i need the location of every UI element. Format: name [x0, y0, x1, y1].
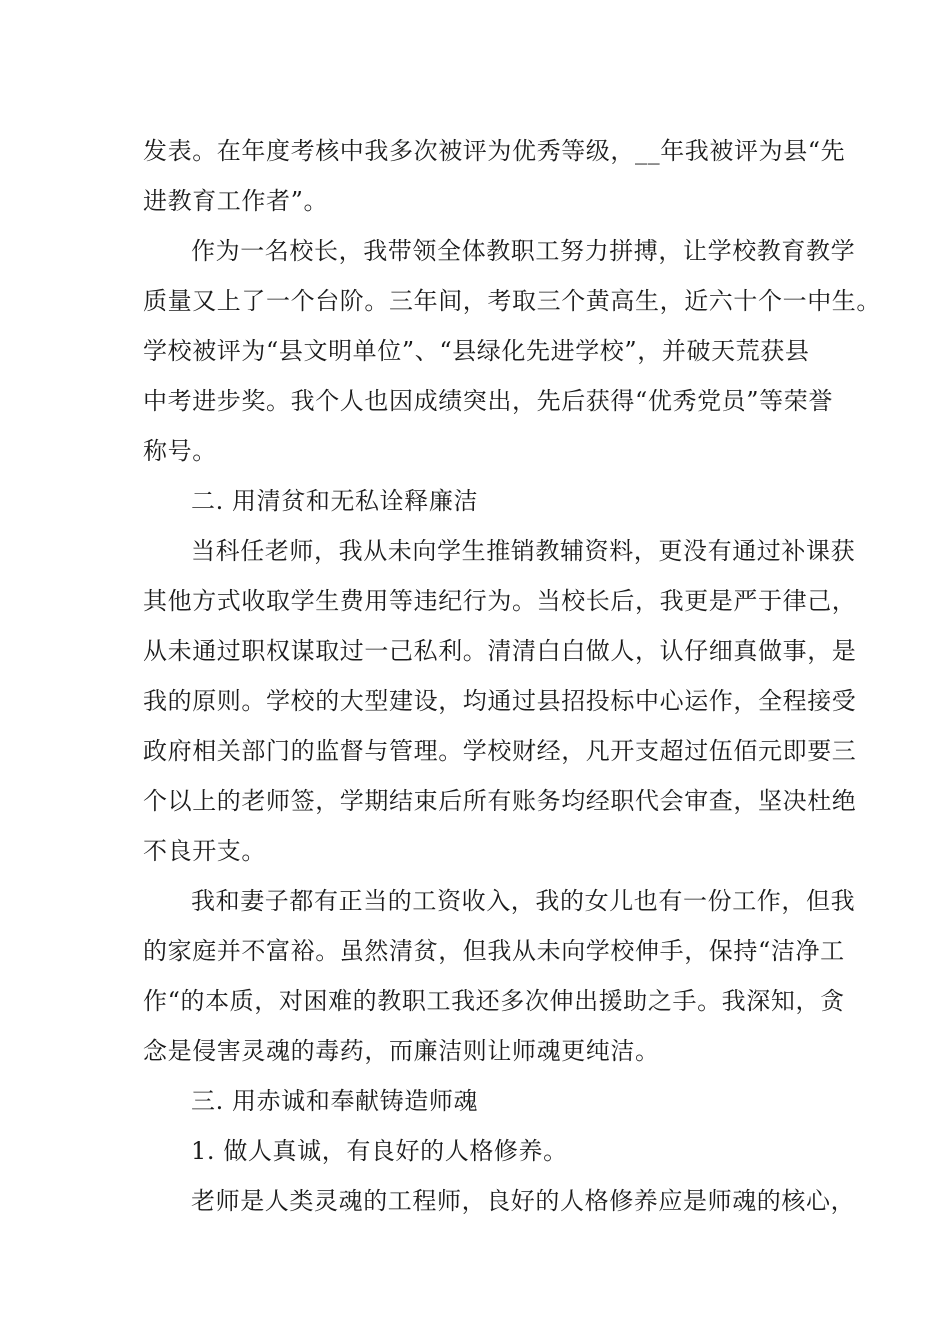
text-line: 中考进步奖。我个人也因成绩突出，先后获得“优秀党员”等荣誉 [143, 387, 833, 415]
text-line: 其他方式收取学生费用等违纪行为。当校长后，我更是严于律己， [143, 587, 857, 615]
text-line: 政府相关部门的监督与管理。学校财经，凡开支超过伍佰元即要三 [143, 737, 857, 765]
text-line: 个以上的老师签，学期结束后所有账务均经职代会审查，坚决杜绝 [143, 787, 857, 815]
text-line: 念是侵害灵魂的毒药，而廉洁则让师魂更纯洁。 [143, 1037, 660, 1065]
text-line: 从未通过职权谋取过一己私利。清清白白做人，认仔细真做事，是 [143, 637, 857, 665]
section-heading: 二. 用清贫和无私诠释廉洁 [191, 487, 479, 515]
paragraph-start-line: 作为一名校长，我带领全体教职工努力拼搏，让学校教育教学 [191, 237, 856, 265]
text-line: 作“的本质，对困难的教职工我还多次伸出援助之手。我深知，贪 [143, 987, 845, 1015]
text-line: 质量又上了一个台阶。三年间，考取三个黄高生，近六十个一中生。 [143, 287, 881, 315]
text-line: 不良开支。 [143, 837, 266, 865]
paragraph-start-line: 当科任老师，我从未向学生推销教辅资料，更没有通过补课获 [191, 537, 856, 565]
text-line: 进教育工作者”。 [143, 187, 329, 215]
text-line: 学校被评为“县文明单位”、“县绿化先进学校”，并破天荒获县 [143, 337, 810, 365]
text-line: 的家庭并不富裕。虽然清贫，但我从未向学校伸手，保持“洁净工 [143, 937, 845, 965]
paragraph-start-line: 我和妻子都有正当的工资收入，我的女儿也有一份工作，但我 [191, 887, 856, 915]
subsection-heading: 1. 做人真诚，有良好的人格修养。 [191, 1137, 568, 1165]
paragraph-start-line: 老师是人类灵魂的工程师，良好的人格修养应是师魂的核心， [191, 1187, 856, 1215]
text-line: 发表。在年度考核中我多次被评为优秀等级，__年我被评为县“先 [143, 137, 846, 165]
section-heading: 三. 用赤诚和奉献铸造师魂 [191, 1087, 479, 1115]
text-line: 我的原则。学校的大型建设，均通过县招投标中心运作，全程接受 [143, 687, 857, 715]
text-line: 称号。 [143, 437, 217, 465]
